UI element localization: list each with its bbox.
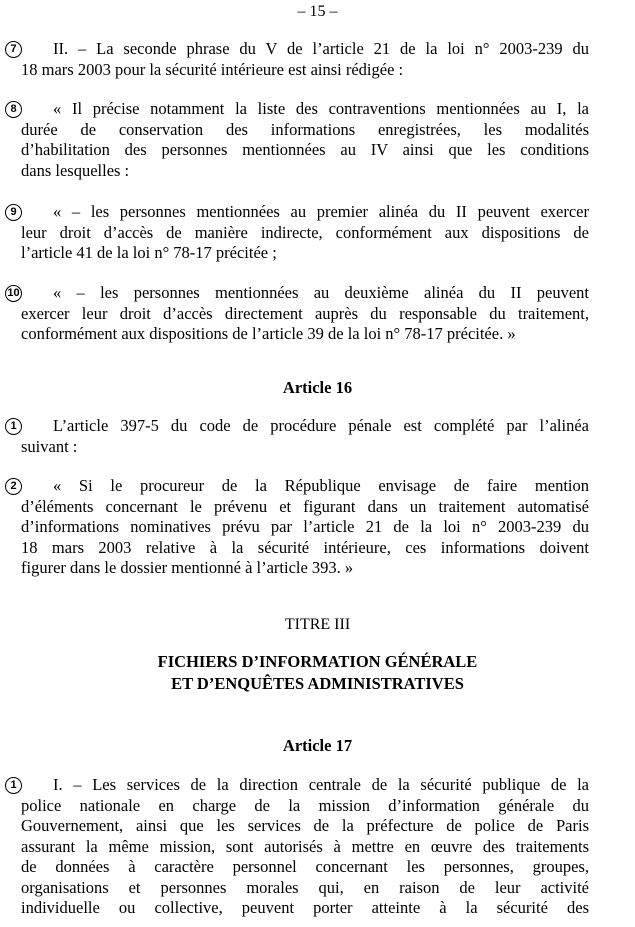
text-line: « – les personnes mentionnées au deuxième alinéa du II peuvent — [53, 283, 589, 302]
paragraph — [21, 202, 589, 264]
text-line: l’article 41 de la loi n° 78-17 précitée ; — [21, 243, 277, 262]
page-number: – 15 – — [297, 3, 338, 20]
text-line: durée de conservation des informations enregistrées, les modalités — [21, 119, 589, 139]
text-line: organisations et personnes morales qui, en raison de leur activité — [21, 877, 589, 897]
text-line: leur droit d’accès de manière indirecte, conformément aux dispositions de — [21, 222, 589, 242]
text-line: exercer leur droit d’accès directement auprès du responsable du traitement, — [21, 303, 589, 323]
paragraph — [21, 416, 589, 457]
section-heading-line-2: ET D’ENQUÊTES ADMINISTRATIVES — [171, 674, 464, 693]
paragraph — [21, 476, 589, 579]
text-line: « Si le procureur de la République envisage de faire mention — [53, 476, 589, 495]
text-line: d’informations nominatives prévu par l’article 21 de la loi n° 2003-239 du — [21, 517, 589, 536]
article-heading: Article 16 — [282, 378, 353, 397]
text-line: suivant : — [21, 436, 78, 456]
paragraph-marker: 1 — [5, 777, 22, 794]
article-heading: Article 17 — [282, 736, 353, 755]
paragraph — [21, 283, 589, 345]
paragraph-marker: 7 — [5, 41, 22, 58]
paragraph — [21, 775, 589, 919]
text-line: « Il précise notamment la liste des contraventions mentionnées au I, la — [53, 99, 589, 118]
text-line: dans lesquelles : — [21, 160, 130, 180]
paragraph-marker: 9 — [5, 204, 22, 221]
text-line: figurer dans le dossier mentionné à l’article 393. » — [21, 558, 354, 577]
text-line: 18 mars 2003 relative à la sécurité intérieure, ces informations doivent — [21, 537, 589, 557]
paragraph-marker: 10 — [5, 285, 22, 302]
text-line: individuelle ou collective, peuvent porter atteinte à la sécurité des — [21, 898, 589, 917]
paragraph-marker: 2 — [5, 478, 22, 495]
paragraph — [21, 99, 589, 181]
text-line: de données à caractère personnel concernant les personnes, groupes, — [21, 857, 589, 876]
paragraph-marker: 1 — [5, 418, 22, 435]
paragraph — [21, 39, 589, 80]
text-line: L’article 397-5 du code de procédure pénale est complété par l’alinéa — [53, 416, 589, 435]
text-line: Gouvernement, ainsi que les services de la préfecture de police de Paris — [21, 816, 589, 835]
text-line: assurant la même mission, sont autorisés à mettre en œuvre des traitements — [21, 836, 589, 856]
text-line: police nationale en charge de la mission d’information générale du — [21, 795, 589, 815]
text-line: I. – Les services de la direction centrale de la sécurité publique de la — [53, 775, 589, 794]
text-line: conformément aux dispositions de l’article 39 de la loi n° 78-17 précitée. » — [21, 324, 516, 343]
text-line: II. – La seconde phrase du V de l’article 21 de la loi n° 2003-239 du — [53, 39, 589, 58]
title-label: TITRE III — [284, 616, 351, 633]
paragraph-marker: 8 — [5, 101, 22, 118]
text-line: 18 mars 2003 pour la sécurité intérieure est ainsi rédigée : — [21, 59, 404, 79]
section-heading-line-1: FICHIERS D’INFORMATION GÉNÉRALE — [157, 652, 478, 671]
text-line: d’habilitation des personnes mentionnées au IV ainsi que les conditions — [21, 140, 589, 159]
text-line: « – les personnes mentionnées au premier alinéa du II peuvent exercer — [53, 202, 589, 221]
text-line: d’éléments concernant le prévenu et figurant dans un traitement automatisé — [21, 496, 589, 516]
